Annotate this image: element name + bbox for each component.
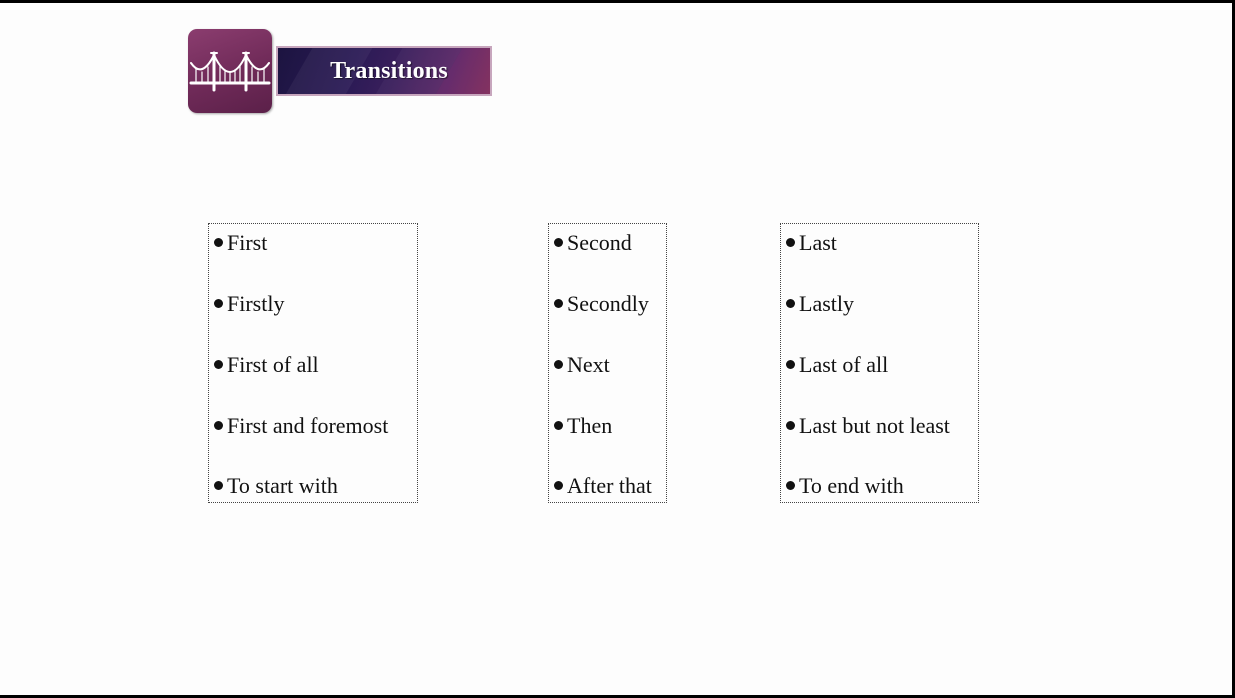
transition-list-first bbox=[208, 223, 418, 503]
title-banner bbox=[276, 46, 492, 96]
bullet-icon bbox=[786, 481, 795, 490]
list-item: Lastly bbox=[786, 292, 854, 316]
list-item: Last bbox=[786, 231, 837, 255]
transition-list-second bbox=[548, 223, 667, 503]
bullet-icon bbox=[554, 481, 563, 490]
bullet-icon bbox=[214, 299, 223, 308]
bullet-icon bbox=[554, 299, 563, 308]
list-item: Next bbox=[554, 353, 610, 377]
bullet-icon bbox=[214, 360, 223, 369]
list-item: Secondly bbox=[554, 292, 649, 316]
list-item: To start with bbox=[214, 474, 338, 498]
list-item: First bbox=[214, 231, 267, 255]
bullet-icon bbox=[554, 360, 563, 369]
list-item: Last but not least bbox=[786, 414, 950, 438]
list-item: Last of all bbox=[786, 353, 888, 377]
list-item: First and foremost bbox=[214, 414, 388, 438]
bullet-icon bbox=[214, 238, 223, 247]
bullet-icon bbox=[786, 360, 795, 369]
list-item: Second bbox=[554, 231, 632, 255]
bullet-icon bbox=[786, 421, 795, 430]
list-item: Then bbox=[554, 414, 612, 438]
bullet-icon bbox=[554, 421, 563, 430]
page-title: Transitions bbox=[330, 57, 448, 84]
bullet-icon bbox=[554, 238, 563, 247]
list-item: After that bbox=[554, 474, 652, 498]
slide bbox=[0, 3, 1232, 695]
list-item: Firstly bbox=[214, 292, 284, 316]
bullet-icon bbox=[786, 238, 795, 247]
bullet-icon bbox=[214, 421, 223, 430]
bullet-icon bbox=[214, 481, 223, 490]
list-item: To end with bbox=[786, 474, 904, 498]
bullet-icon bbox=[786, 299, 795, 308]
list-item: First of all bbox=[214, 353, 319, 377]
transition-list-last bbox=[780, 223, 979, 503]
bridge-icon bbox=[188, 29, 272, 113]
